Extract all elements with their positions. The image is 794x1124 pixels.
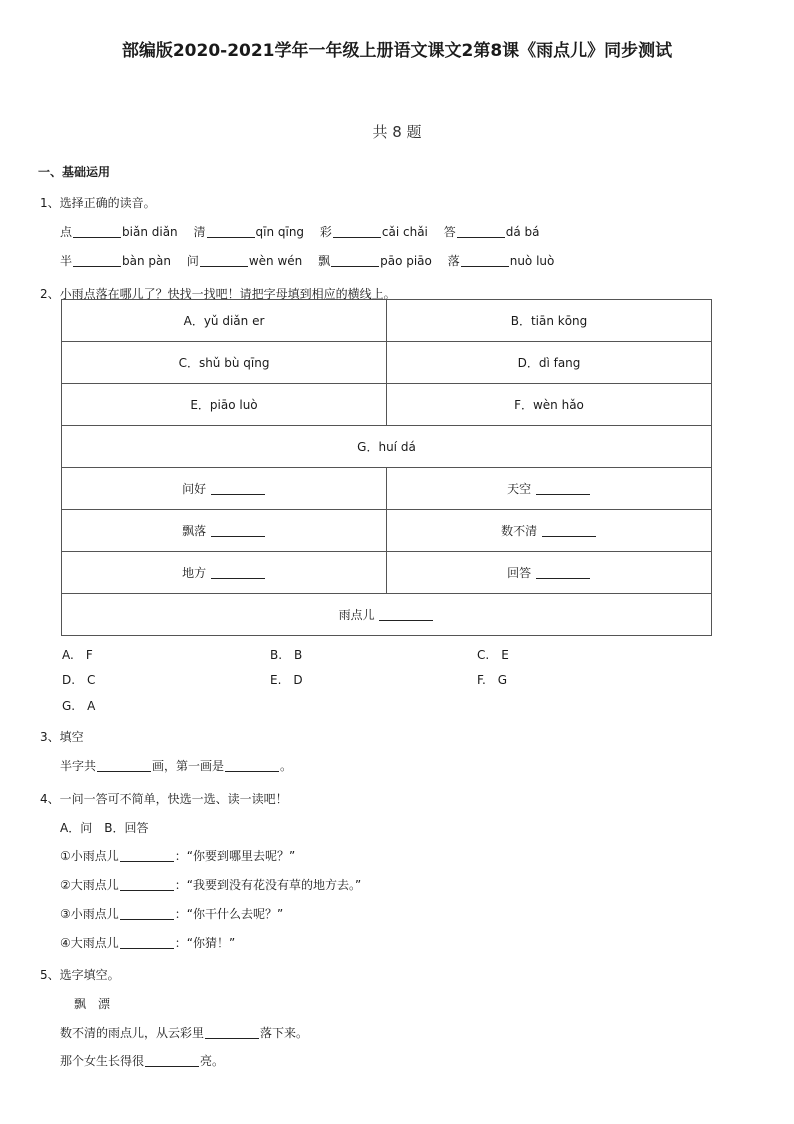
word-label: 地方 <box>182 566 207 580</box>
q5-text: 落下来。 <box>260 1026 309 1040</box>
word-label: 雨点儿 <box>338 608 375 622</box>
answer-option[interactable]: A. F <box>62 648 93 662</box>
answer-blank[interactable] <box>120 849 174 862</box>
question-4-line <box>60 905 283 922</box>
answer-blank[interactable] <box>200 254 248 267</box>
answer-blank[interactable] <box>145 1054 199 1067</box>
q1-choice: bàn pàn <box>122 254 171 268</box>
answer-blank[interactable] <box>333 225 381 238</box>
q1-char: 点 <box>60 225 73 239</box>
q1-choice: biǎn diǎn <box>122 225 178 239</box>
answer-blank[interactable] <box>331 254 379 267</box>
answer-blank[interactable] <box>379 608 433 621</box>
q4-speaker: ④大雨点儿 <box>60 936 119 950</box>
table-cell: E．piāo luò <box>62 384 387 426</box>
q1-char: 问 <box>186 254 199 268</box>
q4-speaker: ③小雨点儿 <box>60 907 119 921</box>
q5-text: 数不清的雨点儿，从云彩里 <box>60 1026 205 1040</box>
answer-blank[interactable] <box>120 907 174 920</box>
q5-text: 亮。 <box>200 1054 225 1068</box>
answer-blank[interactable] <box>211 566 265 579</box>
question-2-stem: 2、小雨点落在哪儿了？快找一找吧！请把字母填到相应的横线上。 <box>40 287 396 301</box>
q3-text: 画，第一画是 <box>152 759 225 773</box>
word-label: 天空 <box>507 482 532 496</box>
q1-choice: dá bá <box>505 225 540 239</box>
question-5-stem: 5、选字填空。 <box>40 968 120 982</box>
question-4-line <box>60 847 295 864</box>
q1-choice: wèn wén <box>248 254 303 268</box>
q1-char: 清 <box>193 225 206 239</box>
question-1-row-2 <box>60 252 554 269</box>
answer-option[interactable]: C. E <box>477 648 509 662</box>
question-4-stem: 4、一问一答可不简单，快选一选、读一读吧！ <box>40 792 288 806</box>
answer-blank[interactable] <box>542 524 596 537</box>
answer-blank[interactable] <box>97 759 151 772</box>
page-title: 部编版2020-2021学年一年级上册语文课文2第8课《雨点儿》同步测试 <box>121 41 673 61</box>
question-5-line <box>60 1024 308 1041</box>
answer-blank[interactable] <box>457 225 505 238</box>
table-cell: F．wèn hǎo <box>387 384 712 426</box>
answer-option[interactable]: E. D <box>270 673 303 687</box>
q4-quote: ：“你干什么去呢？” <box>174 907 284 921</box>
q5-text: 那个女生长得很 <box>60 1054 145 1068</box>
q1-choice: qīn qīng <box>255 225 305 239</box>
q1-choice: nuò luò <box>509 254 555 268</box>
table-cell: B．tiān kōng <box>387 300 712 342</box>
answer-blank[interactable] <box>211 482 265 495</box>
table-cell <box>62 468 387 510</box>
table-cell: A．yǔ diǎn er <box>62 300 387 342</box>
table-cell: C．shǔ bù qīng <box>62 342 387 384</box>
question-1-stem: 1、选择正确的读音。 <box>40 196 156 210</box>
q4-quote: ：“你猜！” <box>174 936 236 950</box>
table-cell <box>62 594 712 636</box>
answer-option[interactable]: G. A <box>62 699 96 713</box>
q1-char: 飘 <box>318 254 331 268</box>
q4-speaker: ②大雨点儿 <box>60 878 119 892</box>
matching-table <box>61 299 712 636</box>
answer-option[interactable]: B. B <box>270 648 303 662</box>
word-label: 问好 <box>182 482 207 496</box>
table-cell <box>62 552 387 594</box>
q4-quote: ：“我要到没有花没有草的地方去。” <box>174 878 362 892</box>
answer-blank[interactable] <box>211 524 265 537</box>
answer-blank[interactable] <box>73 225 121 238</box>
q1-choice: pāo piāo <box>380 254 432 268</box>
table-cell: G．huí dá <box>62 426 712 468</box>
answer-blank[interactable] <box>536 482 590 495</box>
q3-text: 。 <box>280 759 293 773</box>
answer-blank[interactable] <box>73 254 121 267</box>
q1-char: 答 <box>443 225 456 239</box>
question-4-choices: A．问 B．回答 <box>60 821 149 835</box>
table-cell <box>387 468 712 510</box>
table-cell <box>387 552 712 594</box>
q1-choice: cǎi chǎi <box>381 225 428 239</box>
question-count: 共 8 题 <box>372 123 422 141</box>
answer-option[interactable]: D. C <box>62 673 96 687</box>
answer-blank[interactable] <box>461 254 509 267</box>
answer-blank[interactable] <box>120 936 174 949</box>
word-label: 数不清 <box>501 524 538 538</box>
word-label: 飘落 <box>182 524 207 538</box>
answer-blank[interactable] <box>207 225 255 238</box>
question-4-line <box>60 934 235 951</box>
question-5-line <box>60 1052 224 1069</box>
table-cell <box>387 510 712 552</box>
answer-blank[interactable] <box>205 1026 259 1039</box>
question-3-line <box>60 757 292 774</box>
q4-quote: ：“你要到哪里去呢？” <box>174 849 296 863</box>
q4-speaker: ①小雨点儿 <box>60 849 119 863</box>
q1-char: 彩 <box>319 225 332 239</box>
question-3-stem: 3、填空 <box>40 730 84 744</box>
section-heading: 一、基础运用 <box>38 165 111 179</box>
q3-text: 半字共 <box>60 759 97 773</box>
question-4-line <box>60 876 361 893</box>
q1-char: 落 <box>447 254 460 268</box>
table-cell: D．dì fang <box>387 342 712 384</box>
table-cell <box>62 510 387 552</box>
question-5-chars: 飘 漂 <box>74 997 111 1011</box>
answer-blank[interactable] <box>536 566 590 579</box>
question-1-row-1 <box>60 223 540 240</box>
answer-option[interactable]: F. G <box>477 673 508 687</box>
answer-blank[interactable] <box>225 759 279 772</box>
word-label: 回答 <box>507 566 532 580</box>
q1-char: 半 <box>60 254 73 268</box>
answer-blank[interactable] <box>120 878 174 891</box>
